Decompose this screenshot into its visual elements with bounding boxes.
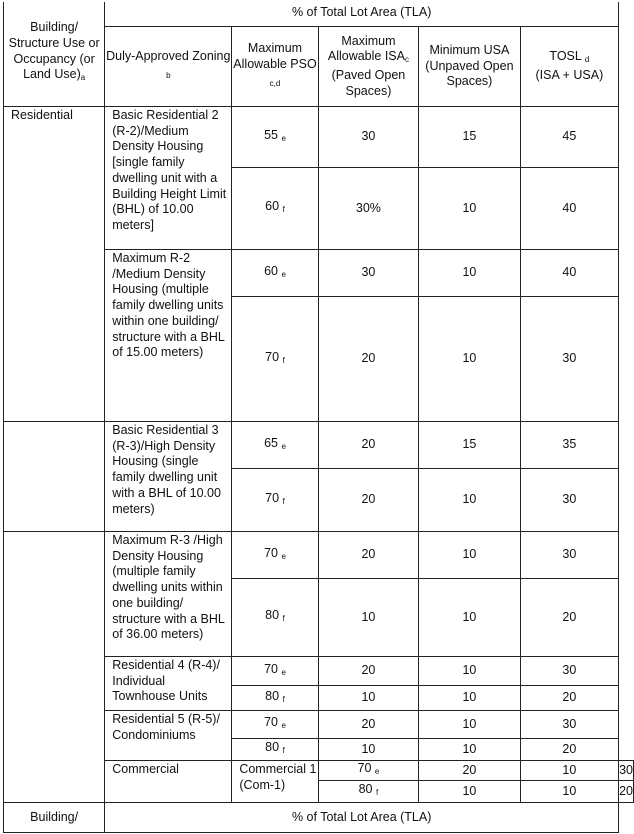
pso-note: e [281,269,286,279]
usa-value: 10 [462,200,477,215]
usa-cell [419,657,520,686]
tosl-value: 20 [562,741,577,756]
isa-value: 10 [361,609,376,624]
header-row-1 [4,0,634,27]
pso-value: 80 [265,740,280,755]
table-row [4,422,634,469]
header-usa-cell [419,27,520,107]
pso-note: f [282,694,285,704]
usa-cell [419,686,520,711]
pso-value: 80 [358,782,373,797]
tosl-value: 30 [562,663,577,678]
usa-value: 10 [462,663,477,678]
tosl-cell [520,711,618,739]
usa-value: 10 [462,492,477,507]
footer-header-row [4,803,634,833]
isa-cell [318,107,419,168]
header-pso-cell [232,27,318,107]
zone-cell [105,657,232,711]
pso-value: 65 [264,435,278,450]
isa-value: 30% [355,200,381,215]
tosl-value: 20 [562,609,577,624]
isa-value: 20 [462,762,477,777]
usa-value: 10 [462,547,477,562]
header-use-label: Building/ Structure Use or Occupancy (or Land Use) [8,20,100,82]
isa-cell [318,422,419,469]
usa-value: 10 [462,351,477,366]
zone-cell [105,422,232,532]
tosl-value: 30 [562,351,577,366]
isa-cell [318,469,419,532]
pso-value: 70 [264,715,278,730]
pso-note: e [374,767,380,777]
pso-value: 70 [265,349,280,364]
open-space-table [3,0,634,833]
pso-value: 80 [265,608,280,623]
pso-cell [232,657,318,686]
pso-cell [232,686,318,711]
zone-cell [105,711,232,761]
zone-label: Basic Residential 2 (R-2)/Medium Density Housing [single family dwelling unit with a Building Height Limit (BHL) of 10.00 meters] [112,108,227,232]
pso-cell [318,761,419,781]
tosl-cell [520,250,618,297]
pso-cell [232,297,318,422]
isa-cell [318,532,419,579]
group-cell-residential-b [4,422,105,532]
header-isa-note: c [404,55,409,65]
tosl-value: 45 [562,129,577,144]
group-cell-commercial [105,761,232,803]
zone-cell [105,532,232,657]
isa-cell [318,657,419,686]
isa-value: 10 [361,690,376,705]
table-row [4,107,634,168]
tosl-value: 35 [562,437,577,452]
pso-value: 70 [357,761,372,776]
pso-cell [232,579,318,657]
zone-cell [105,107,232,250]
header-tla-label: % of Total Lot Area (TLA) [291,5,432,20]
header-zoning-note: b [166,71,171,80]
tosl-value: 40 [562,200,577,215]
header-isa-sublabel: (Paved Open Spaces) [331,68,406,98]
footer-use-cell [4,803,105,833]
tosl-cell [520,579,618,657]
pso-note: f [282,496,285,506]
zone-label: Basic Residential 3 (R-3)/High Density Housing (single family dwelling unit with a BHL of 10.00 meters) [112,423,221,516]
isa-cell [318,579,419,657]
usa-cell [419,711,520,739]
zone-cell [232,761,318,803]
header-tosl-cell [520,27,618,107]
group-cell-residential-a [4,107,105,422]
usa-cell [419,739,520,761]
tosl-cell [520,107,618,168]
usa-cell [419,250,520,297]
header-usa-label: Minimum USA (Unpaved Open Spaces) [425,42,514,89]
pso-note: f [376,788,379,798]
pso-value: 70 [264,661,278,676]
pso-note: e [281,441,286,451]
pso-cell [232,250,318,297]
header-tosl-label: TOSL [549,49,582,64]
usa-cell [520,781,618,803]
isa-value: 30 [361,265,376,280]
zone-label: Residential 4 (R-4)/ Individual Townhouse Units [112,658,220,704]
zone-label: Residential 5 (R-5)/ Condominiums [112,712,220,742]
isa-cell [318,168,419,250]
usa-value: 15 [462,129,477,144]
tosl-value: 40 [562,265,577,280]
isa-cell [419,781,520,803]
usa-value: 10 [462,741,477,756]
usa-cell [419,532,520,579]
zone-label: Maximum R-2 /Medium Density Housing (multiple family dwelling units within one building/ structure with a BHL of 15.00 meters) [112,251,225,360]
tosl-value: 30 [562,716,577,731]
isa-value: 30 [361,129,376,144]
pso-cell [232,532,318,579]
usa-cell [419,422,520,469]
header-isa-cell [318,27,419,107]
isa-value: 20 [361,351,376,366]
usa-value: 15 [462,437,477,452]
pso-value: 70 [264,545,278,560]
header-pso-label: Maximum Allowable PSO [233,41,317,72]
tosl-cell [520,297,618,422]
header-pso-note: c,d [269,78,281,88]
pso-cell [232,107,318,168]
isa-value: 10 [462,783,477,798]
tosl-cell [520,686,618,711]
page-top-edge [0,0,634,2]
isa-cell [318,686,419,711]
usa-value: 10 [462,690,477,705]
tosl-value: 20 [562,690,577,705]
header-tosl-sublabel: (ISA + USA) [535,68,604,82]
tosl-value: 30 [562,547,577,562]
zone-cell [105,250,232,422]
group-label: Residential [11,108,73,122]
isa-cell [318,297,419,422]
isa-value: 10 [361,741,376,756]
pso-value: 55 [264,127,278,142]
tosl-cell [520,469,618,532]
pso-note: e [281,667,286,677]
header-tosl-note: d [584,55,590,65]
zone-label: Commercial 1 (Com-1) [239,762,317,792]
footer-use-label: Building/ [30,809,79,824]
isa-cell [318,250,419,297]
usa-value: 10 [462,609,477,624]
table-row [4,532,634,579]
header-zoning-label: Duly-Approved Zoning [106,49,231,64]
isa-value: 20 [361,663,376,678]
pso-note: e [281,551,286,561]
tosl-cell [520,422,618,469]
usa-value: 10 [562,762,577,777]
group-cell-residential-c [4,532,105,803]
tosl-cell [520,739,618,761]
usa-cell [419,297,520,422]
isa-cell [419,761,520,781]
tosl-cell [520,657,618,686]
isa-value: 20 [361,492,376,507]
footer-tla-label: % of Total Lot Area (TLA) [291,809,432,824]
pso-cell [232,739,318,761]
pso-cell [232,422,318,469]
footer-tla-cell [105,803,619,833]
tosl-cell [619,781,634,803]
usa-cell [419,469,520,532]
usa-value: 10 [462,265,477,280]
header-zoning-cell [105,27,232,107]
header-use-note: a [80,73,86,83]
pso-note: f [282,746,285,756]
pso-value: 60 [264,263,278,278]
pso-value: 60 [265,199,280,214]
tosl-cell [619,761,634,781]
isa-value: 20 [361,716,376,731]
pso-note: e [281,133,286,143]
pso-cell [318,781,419,803]
pso-note: f [282,614,285,624]
isa-value: 20 [361,547,376,562]
pso-cell [232,711,318,739]
group-label: Commercial [112,762,179,776]
usa-cell [520,761,618,781]
isa-value: 20 [361,437,376,452]
pso-value: 70 [265,490,280,505]
header-tla-cell [105,0,619,27]
header-isa-label: Maximum Allowable ISA [327,33,405,64]
isa-cell [318,711,419,739]
pso-note: f [282,355,285,365]
pso-value: 80 [265,688,280,703]
usa-cell [419,168,520,250]
usa-value: 10 [462,716,477,731]
header-use-cell [4,0,105,107]
tosl-value: 30 [619,762,633,777]
tosl-cell [520,168,618,250]
usa-cell [419,579,520,657]
pso-note: e [281,721,286,731]
pso-note: f [282,205,285,215]
usa-cell [419,107,520,168]
pso-cell [232,469,318,532]
zone-label: Maximum R-3 /High Density Housing (multiple family dwelling units within one building/ structure with a BHL of 36.00 meters) [112,533,225,642]
tosl-cell [520,532,618,579]
tosl-value: 20 [619,783,633,798]
usa-value: 10 [562,783,577,798]
isa-cell [318,739,419,761]
pso-cell [232,168,318,250]
tosl-value: 30 [562,492,577,507]
